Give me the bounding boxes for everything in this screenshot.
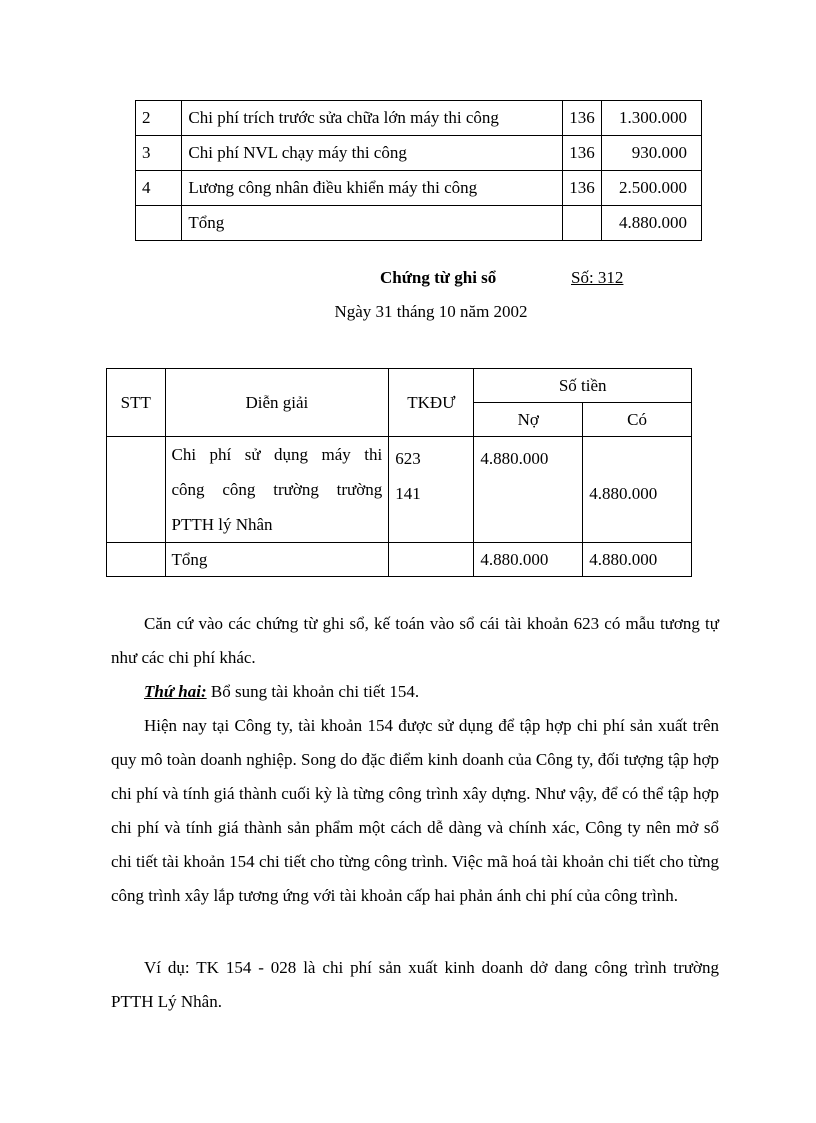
desc-line: công công trường trường [171,480,383,499]
account-cell: 136 [562,171,601,206]
header-desc: Diễn giải [165,369,389,437]
voucher-table [106,368,692,577]
table-row [107,437,692,543]
desc-line: PTTH lý Nhân [171,515,273,534]
debit-account: 623 [395,449,421,468]
stt-cell [107,543,166,577]
account-cell: 136 [562,101,601,136]
header-credit: Có [583,403,692,437]
total-debit: 4.880.000 [474,543,583,577]
amount-cell: 930.000 [602,136,702,171]
voucher-title: Chứng từ ghi sổ [380,268,497,287]
debit-cell [474,437,583,543]
voucher-number: Số: 312 [571,268,624,287]
stt-cell: 3 [136,136,182,171]
header-debit: Nợ [474,403,583,437]
paragraph-lead: Thứ hai: [144,682,207,701]
header-stt: STT [107,369,166,437]
cost-table [135,100,702,241]
account-cell [562,206,601,241]
paragraph-lead-text: Bổ sung tài khoản chi tiết 154. [206,682,420,701]
header-amount: Số tiền [474,369,692,403]
stt-cell [136,206,182,241]
credit-account: 141 [395,484,421,503]
paragraph-detail: Hiện nay tại Công ty, tài khoản 154 được sử dụng để tập hợp chi phí sản xuất trên quy mô toàn doanh nghiệp. Song do đặc điểm kinh doanh của Công ty, đối tượng tập hợp chi phí và tính giá thành cuối kỳ là từng công trình xây dựng. Như vậy, để có thể tập hợp chi phí và tính giá thành sản phẩm một cách dễ dàng và chính xác, Công ty nên mở sổ chi tiết tài khoản 154 chi tiết cho từng công trình. Việc mã hoá tài khoản chi tiết cho từng công trình xây lắp tương ứng với tài khoản cấp hai phản ánh chi phí của công trình. [111,716,719,905]
header-row [107,369,692,403]
desc-cell: Lương công nhân điều khiển máy thi công [182,171,562,206]
debit-amount: 4.880.000 [480,449,549,468]
paragraph-second [111,675,719,709]
stt-cell: 4 [136,171,182,206]
stt-cell: 2 [136,101,182,136]
account-cell [389,437,474,543]
desc-cell: Chi phí trích trước sửa chữa lớn máy thi công [182,101,562,136]
table-row-total [136,206,702,241]
amount-cell: 2.500.000 [602,171,702,206]
account-cell: 136 [562,136,601,171]
total-credit: 4.880.000 [583,543,692,577]
total-label: Tổng [165,543,389,577]
desc-line: Chi phí sử dụng máy thi [171,445,383,464]
desc-cell: Tổng [182,206,562,241]
account-cell [389,543,474,577]
voucher-date: Ngày 31 tháng 10 năm 2002 [334,302,528,321]
table-row-total [107,543,692,577]
credit-cell [583,437,692,543]
desc-cell [165,437,389,543]
credit-amount: 4.880.000 [589,484,658,503]
table-row [136,101,702,136]
stt-cell [107,437,166,543]
header-account: TKĐƯ [389,369,474,437]
amount-cell: 1.300.000 [602,101,702,136]
amount-cell: 4.880.000 [602,206,702,241]
paragraph-ledger: Căn cứ vào các chứng từ ghi sổ, kế toán vào sổ cái tài khoản 623 có mẫu tương tự như các chi phí khác. [111,614,719,667]
table-row [136,171,702,206]
desc-cell: Chi phí NVL chạy máy thi công [182,136,562,171]
table-row [136,136,702,171]
paragraph-example: Ví dụ: TK 154 - 028 là chi phí sản xuất kinh doanh dở dang công trình trường PTTH Lý Nhân. [111,958,719,1011]
